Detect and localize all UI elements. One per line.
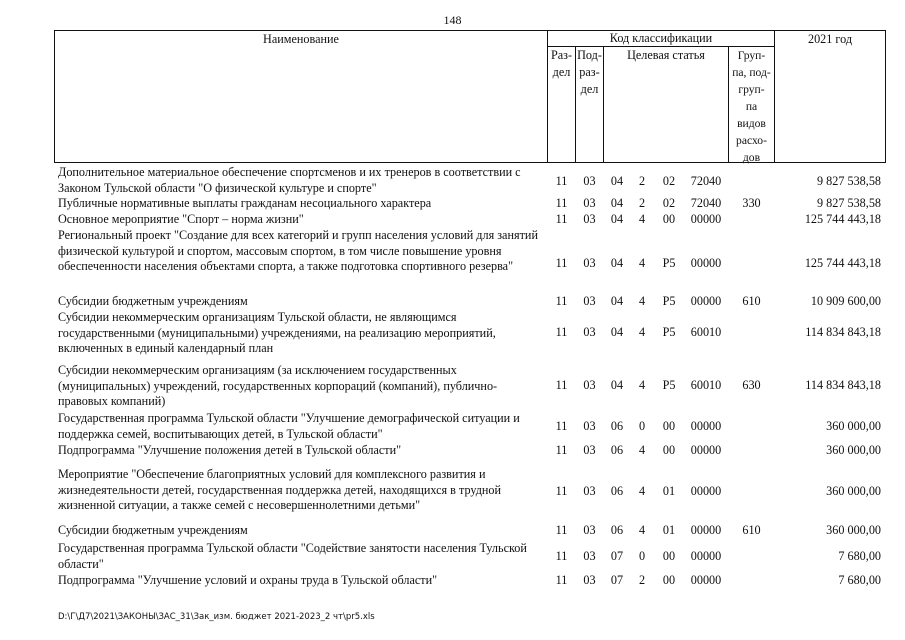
row-razdel: 11	[555, 573, 568, 587]
row-name: Субсидии бюджетным учреждениям	[58, 523, 248, 537]
row-cs3: 01	[662, 484, 676, 498]
row-cs1: 04	[610, 378, 624, 392]
row-name: Государственная программа Тульской области "Улучшение демографической ситуации и поддержка семей, воспитывающих детей, в Тульской области"	[58, 411, 520, 441]
row-cs2: 4	[638, 443, 646, 457]
row-name: Дополнительное материальное обеспечение спортсменов и их тренеров в соответствии с Законом Тульской области "О физической культуре и спорте"	[58, 165, 521, 195]
row-name: Субсидии некоммерческим организациям Тульской области, не являющимся государственными (муниципальными) учреждениями, на реализацию мероприятий, включенных в единый календарный план	[58, 310, 496, 355]
row-podrazdel: 03	[583, 196, 596, 210]
row-cs3: 00	[662, 549, 676, 563]
row-vid: 630	[742, 378, 761, 392]
row-name: Государственная программа Тульской области "Содействие занятости населения Тульской области"	[58, 541, 527, 571]
row-cs1: 06	[610, 523, 624, 537]
row-cs2: 4	[638, 484, 646, 498]
row-amount: 114 834 843,18	[805, 325, 881, 339]
row-cs2: 2	[638, 196, 646, 210]
row-name: Региональный проект "Создание для всех категорий и групп населения условий для занятий физической культурой и спортом, массовым спортом, в том числе повышение уровня обеспеченности населения объектами спорта, а также подготовка спортивного резерва"	[58, 228, 538, 273]
row-cs4: 72040	[690, 174, 722, 188]
row-cs1: 04	[610, 256, 624, 270]
row-name: Субсидии некоммерческим организациям (за исключением государственных (муниципальных) учреждений, государственных корпораций (компаний), публично-правовых компаний)	[58, 363, 498, 408]
row-amount: 360 000,00	[826, 419, 881, 433]
row-cs2: 2	[638, 174, 646, 188]
row-cs3: 00	[662, 573, 676, 587]
row-amount: 7 680,00	[838, 573, 881, 587]
row-cs1: 04	[610, 294, 624, 308]
row-podrazdel: 03	[583, 443, 596, 457]
row-name: Субсидии бюджетным учреждениям	[58, 294, 248, 308]
row-amount: 7 680,00	[838, 549, 881, 563]
row-cs4: 00000	[690, 484, 722, 498]
header-border-left	[54, 30, 55, 163]
row-amount: 125 744 443,18	[804, 212, 881, 226]
header-divider-year	[774, 30, 775, 163]
row-cs4: 00000	[690, 443, 722, 457]
row-razdel: 11	[555, 212, 568, 226]
row-amount: 114 834 843,18	[805, 378, 881, 392]
row-amount: 125 744 443,18	[804, 256, 881, 270]
row-cs4: 00000	[690, 549, 722, 563]
row-cs3: 02	[662, 174, 676, 188]
header-year: 2021 год	[807, 32, 853, 46]
row-cs2: 4	[638, 523, 646, 537]
row-cs2: 0	[638, 419, 646, 433]
row-cs3: 00	[662, 443, 676, 457]
row-cs1: 04	[610, 196, 624, 210]
row-name: Подпрограмма "Улучшение положения детей в Тульской области"	[58, 443, 402, 457]
row-razdel: 11	[555, 523, 568, 537]
row-vid: 610	[742, 294, 761, 308]
row-podrazdel: 03	[583, 484, 596, 498]
row-amount: 9 827 538,58	[817, 196, 881, 210]
row-cs3: P5	[662, 325, 676, 339]
row-cs1: 06	[610, 484, 624, 498]
row-cs1: 07	[610, 573, 624, 587]
header-podrazdel: Под- раз- дел	[577, 48, 602, 96]
row-podrazdel: 03	[583, 378, 596, 392]
header-classification: Код классификации	[609, 31, 713, 45]
row-amount: 360 000,00	[826, 523, 881, 537]
row-amount: 360 000,00	[826, 484, 881, 498]
row-podrazdel: 03	[583, 549, 596, 563]
row-podrazdel: 03	[583, 294, 596, 308]
row-podrazdel: 03	[583, 523, 596, 537]
row-cs3: 00	[662, 419, 676, 433]
row-amount: 10 909 600,00	[810, 294, 881, 308]
row-razdel: 11	[555, 256, 568, 270]
row-cs3: P5	[662, 294, 676, 308]
header-target: Целевая статья	[627, 48, 705, 62]
row-cs2: 2	[638, 573, 646, 587]
row-cs2: 4	[638, 256, 646, 270]
row-name: Публичные нормативные выплаты гражданам несоциального характера	[58, 196, 432, 210]
row-name: Мероприятие "Обеспечение благоприятных условий для комплексного развития и жизнедеятельности детей, государственная поддержка детей, находящихся в трудной жизненной ситуации, а также семей с несовершеннолетними детьми"	[58, 467, 502, 512]
row-amount: 9 827 538,58	[817, 174, 881, 188]
row-cs4: 00000	[690, 523, 722, 537]
row-podrazdel: 03	[583, 212, 596, 226]
row-cs1: 04	[610, 325, 624, 339]
row-razdel: 11	[555, 294, 568, 308]
row-cs4: 72040	[690, 196, 722, 210]
row-name: Подпрограмма "Улучшение условий и охраны труда в Тульской области"	[58, 573, 438, 587]
row-cs3: 02	[662, 196, 676, 210]
row-razdel: 11	[555, 196, 568, 210]
row-razdel: 11	[555, 378, 568, 392]
row-cs1: 04	[610, 174, 624, 188]
row-name: Основное мероприятие "Спорт – норма жизни"	[58, 212, 304, 226]
row-razdel: 11	[555, 325, 568, 339]
row-cs3: 00	[662, 212, 676, 226]
row-razdel: 11	[555, 484, 568, 498]
header-expense-type: Груп- па, под- груп- па видов расхо- дов	[732, 49, 771, 164]
row-cs1: 07	[610, 549, 624, 563]
row-cs4: 00000	[690, 212, 722, 226]
row-razdel: 11	[555, 443, 568, 457]
row-razdel: 11	[555, 419, 568, 433]
header-razdel: Раз- дел	[550, 48, 573, 79]
page-number: 148	[443, 13, 462, 27]
row-podrazdel: 03	[583, 256, 596, 270]
row-cs2: 4	[638, 378, 646, 392]
row-vid: 330	[742, 196, 761, 210]
row-cs2: 4	[638, 294, 646, 308]
row-cs3: P5	[662, 378, 676, 392]
row-cs1: 06	[610, 419, 624, 433]
row-cs3: 01	[662, 523, 676, 537]
row-cs2: 4	[638, 325, 646, 339]
row-cs4: 60010	[690, 325, 722, 339]
row-cs4: 00000	[690, 256, 722, 270]
header-name: Наименование	[263, 32, 339, 46]
row-podrazdel: 03	[583, 174, 596, 188]
row-amount: 360 000,00	[826, 443, 881, 457]
row-cs4: 60010	[690, 378, 722, 392]
row-cs4: 00000	[690, 419, 722, 433]
row-cs2: 4	[638, 212, 646, 226]
row-cs4: 00000	[690, 573, 722, 587]
row-podrazdel: 03	[583, 573, 596, 587]
row-podrazdel: 03	[583, 419, 596, 433]
file-path-footer: D:\Г\Д7\2021\ЗАКОНЫ\ЗАС_31\Зак_изм. бюджет 2021-2023_2 чт\pr5.xls	[58, 612, 375, 622]
row-cs4: 00000	[690, 294, 722, 308]
row-razdel: 11	[555, 174, 568, 188]
row-cs1: 06	[610, 443, 624, 457]
row-vid: 610	[742, 523, 761, 537]
row-razdel: 11	[555, 549, 568, 563]
row-podrazdel: 03	[583, 325, 596, 339]
header-border-right	[885, 30, 886, 163]
row-cs3: P5	[662, 256, 676, 270]
row-cs2: 0	[638, 549, 646, 563]
row-cs1: 04	[610, 212, 624, 226]
